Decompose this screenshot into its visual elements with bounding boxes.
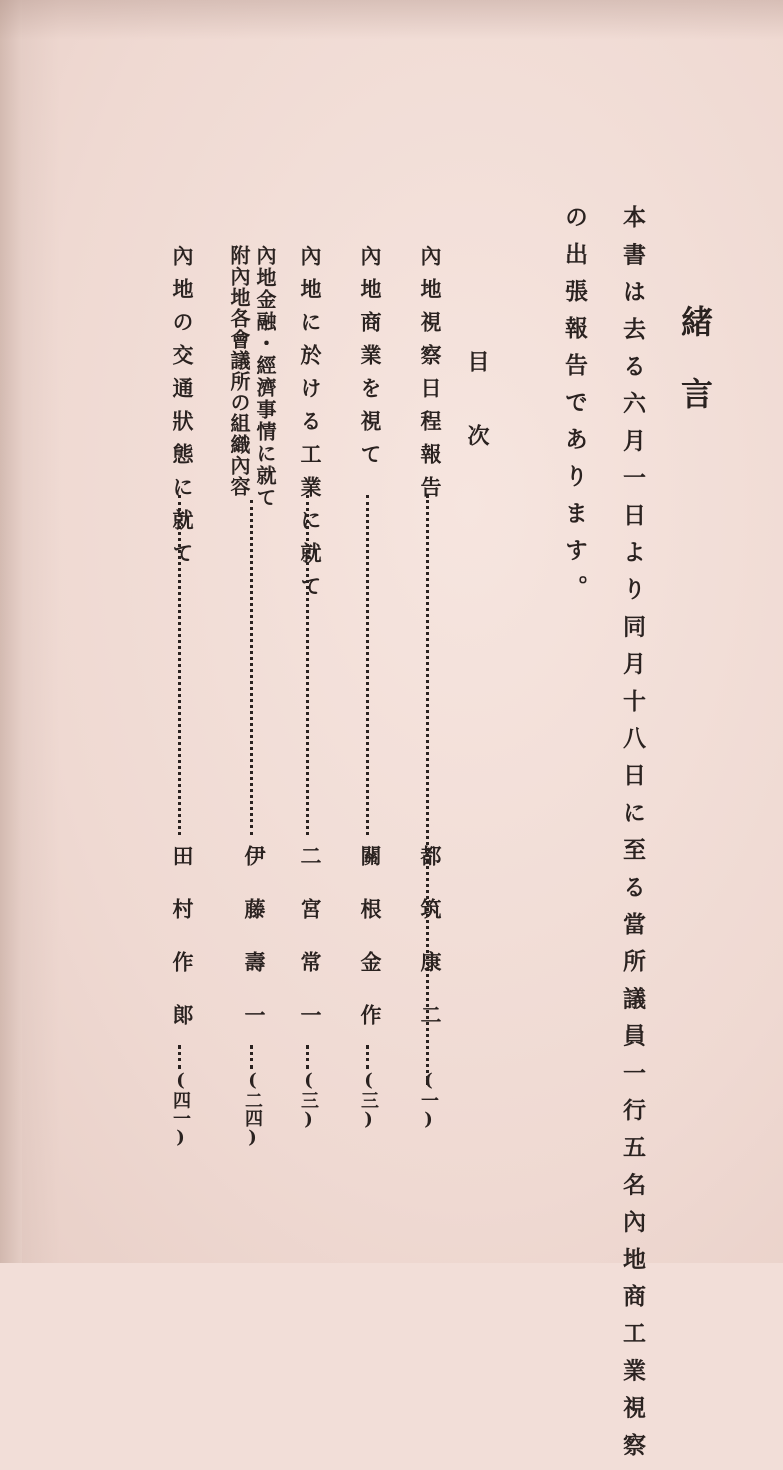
toc-entry xyxy=(352,245,386,1130)
toc-entry-author: 伊藤壽一 xyxy=(242,845,267,1057)
toc-entry-author: 關根金作 xyxy=(358,845,383,1057)
page-binding-edge xyxy=(0,0,22,1263)
toc-entry xyxy=(164,245,198,1148)
preface-text-line-1: 本書は去る六月一日より同月十八日に至る當所議員一行五名內地商工業視察 xyxy=(619,205,646,1470)
toc-leader-dots xyxy=(250,1045,256,1069)
toc-leader-dots xyxy=(178,1045,184,1069)
toc-leader-dots xyxy=(366,495,372,835)
toc-entry-title: 內地の交通狀態に就て xyxy=(170,245,195,575)
toc-entry xyxy=(292,245,326,1130)
toc-entry-author: 田村作郞 xyxy=(170,845,195,1057)
toc-entry-page: (四一) xyxy=(170,1070,191,1148)
preface-title: 緒言 xyxy=(676,305,714,449)
preface-text-line-2: の出張報告であります。 xyxy=(561,205,588,612)
toc-leader-dots xyxy=(250,500,256,835)
toc-entry-title: 內地に於ける工業に就て xyxy=(298,245,323,608)
toc-entry-page: (二四) xyxy=(242,1070,263,1148)
page-top-shadow xyxy=(0,0,783,40)
toc-entry-title: 內地金融・經濟事情に就て xyxy=(253,245,277,509)
toc-entry xyxy=(227,245,277,1148)
toc-leader-dots xyxy=(306,495,312,835)
toc-entry-author: 都筑康二 xyxy=(418,845,443,1057)
toc-entry-title: 內地視察日程報告 xyxy=(418,245,443,509)
toc-title: 目次 xyxy=(464,350,490,498)
toc-leader-dots xyxy=(306,1045,312,1069)
toc-entry-page: (三) xyxy=(358,1070,379,1130)
toc-entry-page: (三) xyxy=(298,1070,319,1130)
toc-entry-subtitle: 附內地各會議所の組織內容 xyxy=(227,245,251,497)
toc-entry-author: 二宮常一 xyxy=(298,845,323,1057)
toc-entry xyxy=(412,245,446,1130)
toc-entry-page: (一) xyxy=(418,1070,439,1130)
toc-leader-dots xyxy=(178,495,184,835)
toc-entry-title: 內地商業を視て xyxy=(358,245,383,476)
toc-leader-dots xyxy=(366,1045,372,1069)
